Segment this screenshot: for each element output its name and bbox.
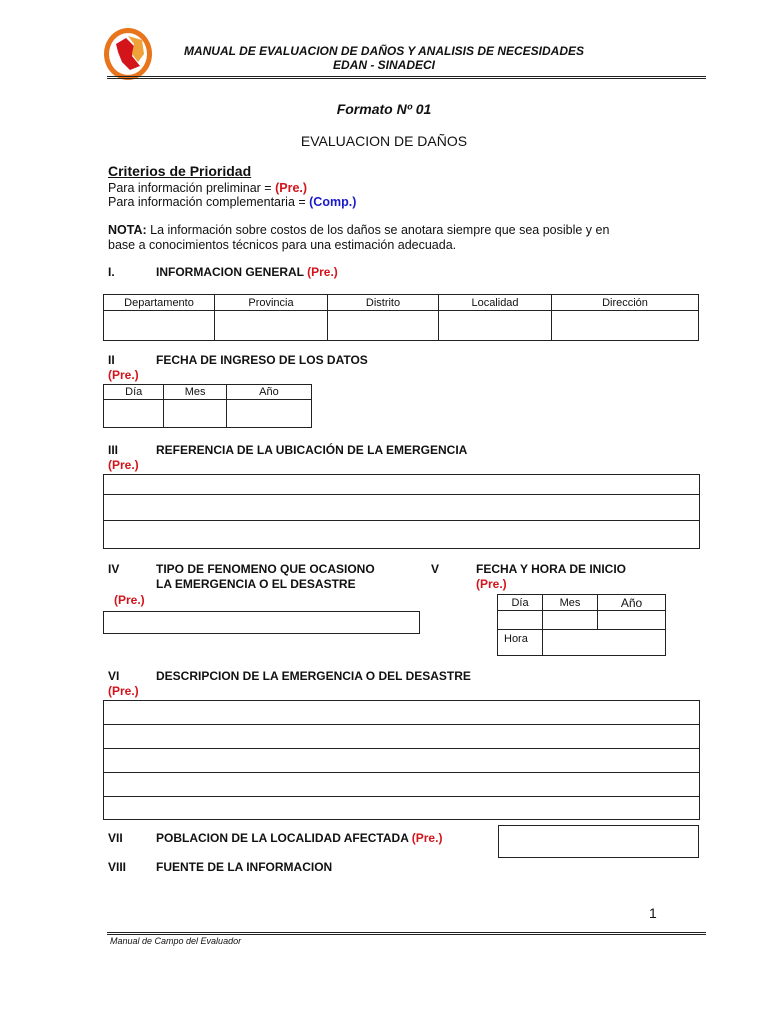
section-6-heading <box>108 669 668 685</box>
page-number: 1 <box>649 905 657 921</box>
col-localidad: Localidad <box>439 295 552 311</box>
dia-field[interactable] <box>104 400 164 428</box>
col-dia: Día <box>104 385 164 400</box>
section-3-heading <box>108 443 668 459</box>
footer-divider-2 <box>107 934 706 935</box>
section-4-heading <box>108 562 408 578</box>
poblacion-afectada-field[interactable] <box>498 825 699 858</box>
section-2-heading <box>108 353 668 369</box>
hora-field[interactable] <box>543 630 666 656</box>
hora-label: Hora <box>498 630 543 656</box>
section-5-tag: (Pre.) <box>476 577 507 591</box>
departamento-field[interactable] <box>104 311 215 341</box>
section-6-label: DESCRIPCION DE LA EMERGENCIA O DEL DESASTRE <box>156 669 471 683</box>
header-title-line2: EDAN - SINADECI <box>332 58 435 72</box>
informacion-general-table <box>103 294 699 341</box>
referencia-ubicacion-box[interactable] <box>103 474 700 549</box>
nota-line2: base a conocimientos técnicos para una estimación adecuada. <box>108 238 457 252</box>
formato-title: Formato Nº 01 <box>336 101 432 117</box>
mes-inicio-field[interactable] <box>543 611 598 630</box>
section-8-number: VIII <box>108 860 127 874</box>
criterio-complementaria-code: (Comp.) <box>309 195 357 209</box>
section-4-label-line2: LA EMERGENCIA O EL DESASTRE <box>156 577 356 591</box>
criterio-preliminar-code: (Pre.) <box>275 181 308 195</box>
descripcion-emergencia-box[interactable] <box>103 700 700 820</box>
section-1-heading <box>108 265 668 281</box>
section-4-number: IV <box>108 562 120 576</box>
section-7-number: VII <box>108 831 123 845</box>
section-1-tag: (Pre.) <box>307 265 338 279</box>
mes-field[interactable] <box>164 400 226 428</box>
fecha-ingreso-table <box>103 384 312 428</box>
descripcion-line-1 <box>103 724 700 725</box>
criterio-preliminar-text: Para información preliminar = <box>108 181 276 195</box>
section-3-label: REFERENCIA DE LA UBICACIÓN DE LA EMERGENCIA <box>156 443 468 457</box>
col-mes: Mes <box>164 385 226 400</box>
dia-inicio-field[interactable] <box>498 611 543 630</box>
section-2-label: FECHA DE INGRESO DE LOS DATOS <box>156 353 368 367</box>
header-title-line1: MANUAL DE EVALUACION DE DAÑOS Y ANALISIS DE NECESIDADES <box>183 44 585 58</box>
col-departamento: Departamento <box>104 295 215 311</box>
section-2-tag: (Pre.) <box>108 368 139 382</box>
nota-label: NOTA: <box>108 223 147 237</box>
section-7-label: POBLACION DE LA LOCALIDAD AFECTADA <box>156 831 412 845</box>
section-6-number: VI <box>108 669 120 683</box>
col-dia-inicio: Día <box>498 595 543 611</box>
anio-inicio-field[interactable] <box>598 611 666 630</box>
localidad-field[interactable] <box>439 311 552 341</box>
criterios-heading: Criterios de Prioridad <box>108 163 252 179</box>
anio-field[interactable] <box>226 400 311 428</box>
section-5-number: V <box>431 562 440 576</box>
section-4-tag: (Pre.) <box>114 593 145 607</box>
referencia-line-1 <box>103 494 700 495</box>
section-2-number: II <box>108 353 115 367</box>
distrito-field[interactable] <box>328 311 439 341</box>
referencia-line-2 <box>103 520 700 521</box>
direccion-field[interactable] <box>552 311 699 341</box>
fecha-inicio-table <box>497 594 666 656</box>
col-distrito: Distrito <box>328 295 439 311</box>
header-divider <box>107 76 706 77</box>
section-7-heading <box>108 831 488 847</box>
header-divider-2 <box>107 78 706 79</box>
section-7-tag: (Pre.) <box>411 831 443 845</box>
section-8-heading <box>108 860 488 876</box>
descripcion-line-4 <box>103 796 700 797</box>
nota-text-1: La información sobre costos de los daños se anotara siempre que sea posible y en <box>146 223 610 237</box>
descripcion-line-2 <box>103 748 700 749</box>
section-5-label: FECHA Y HORA DE INICIO <box>476 562 627 576</box>
col-provincia: Provincia <box>215 295 328 311</box>
col-direccion: Dirección <box>552 295 699 311</box>
provincia-field[interactable] <box>215 311 328 341</box>
criterio-complementaria-text: Para información complementaria = <box>108 195 310 209</box>
footer-text: Manual de Campo del Evaluador <box>110 936 242 946</box>
footer-divider <box>107 932 706 933</box>
document-title: EVALUACION DE DAÑOS <box>300 133 468 149</box>
nota-line1 <box>108 222 609 238</box>
section-4-label-line1: TIPO DE FENOMENO QUE OCASIONO <box>156 562 375 576</box>
criterio-complementaria <box>108 194 356 210</box>
col-mes-inicio: Mes <box>543 595 598 611</box>
section-6-tag: (Pre.) <box>108 684 139 698</box>
section-3-number: III <box>108 443 119 457</box>
col-anio: Año <box>226 385 311 400</box>
descripcion-line-3 <box>103 772 700 773</box>
tipo-fenomeno-field[interactable] <box>103 611 420 634</box>
col-anio-inicio: Año <box>598 595 666 611</box>
section-1-number: I. <box>108 265 115 279</box>
section-3-tag: (Pre.) <box>108 458 139 472</box>
section-8-label: FUENTE DE LA INFORMACION <box>156 860 333 874</box>
section-1-label: INFORMACION GENERAL <box>156 265 308 279</box>
